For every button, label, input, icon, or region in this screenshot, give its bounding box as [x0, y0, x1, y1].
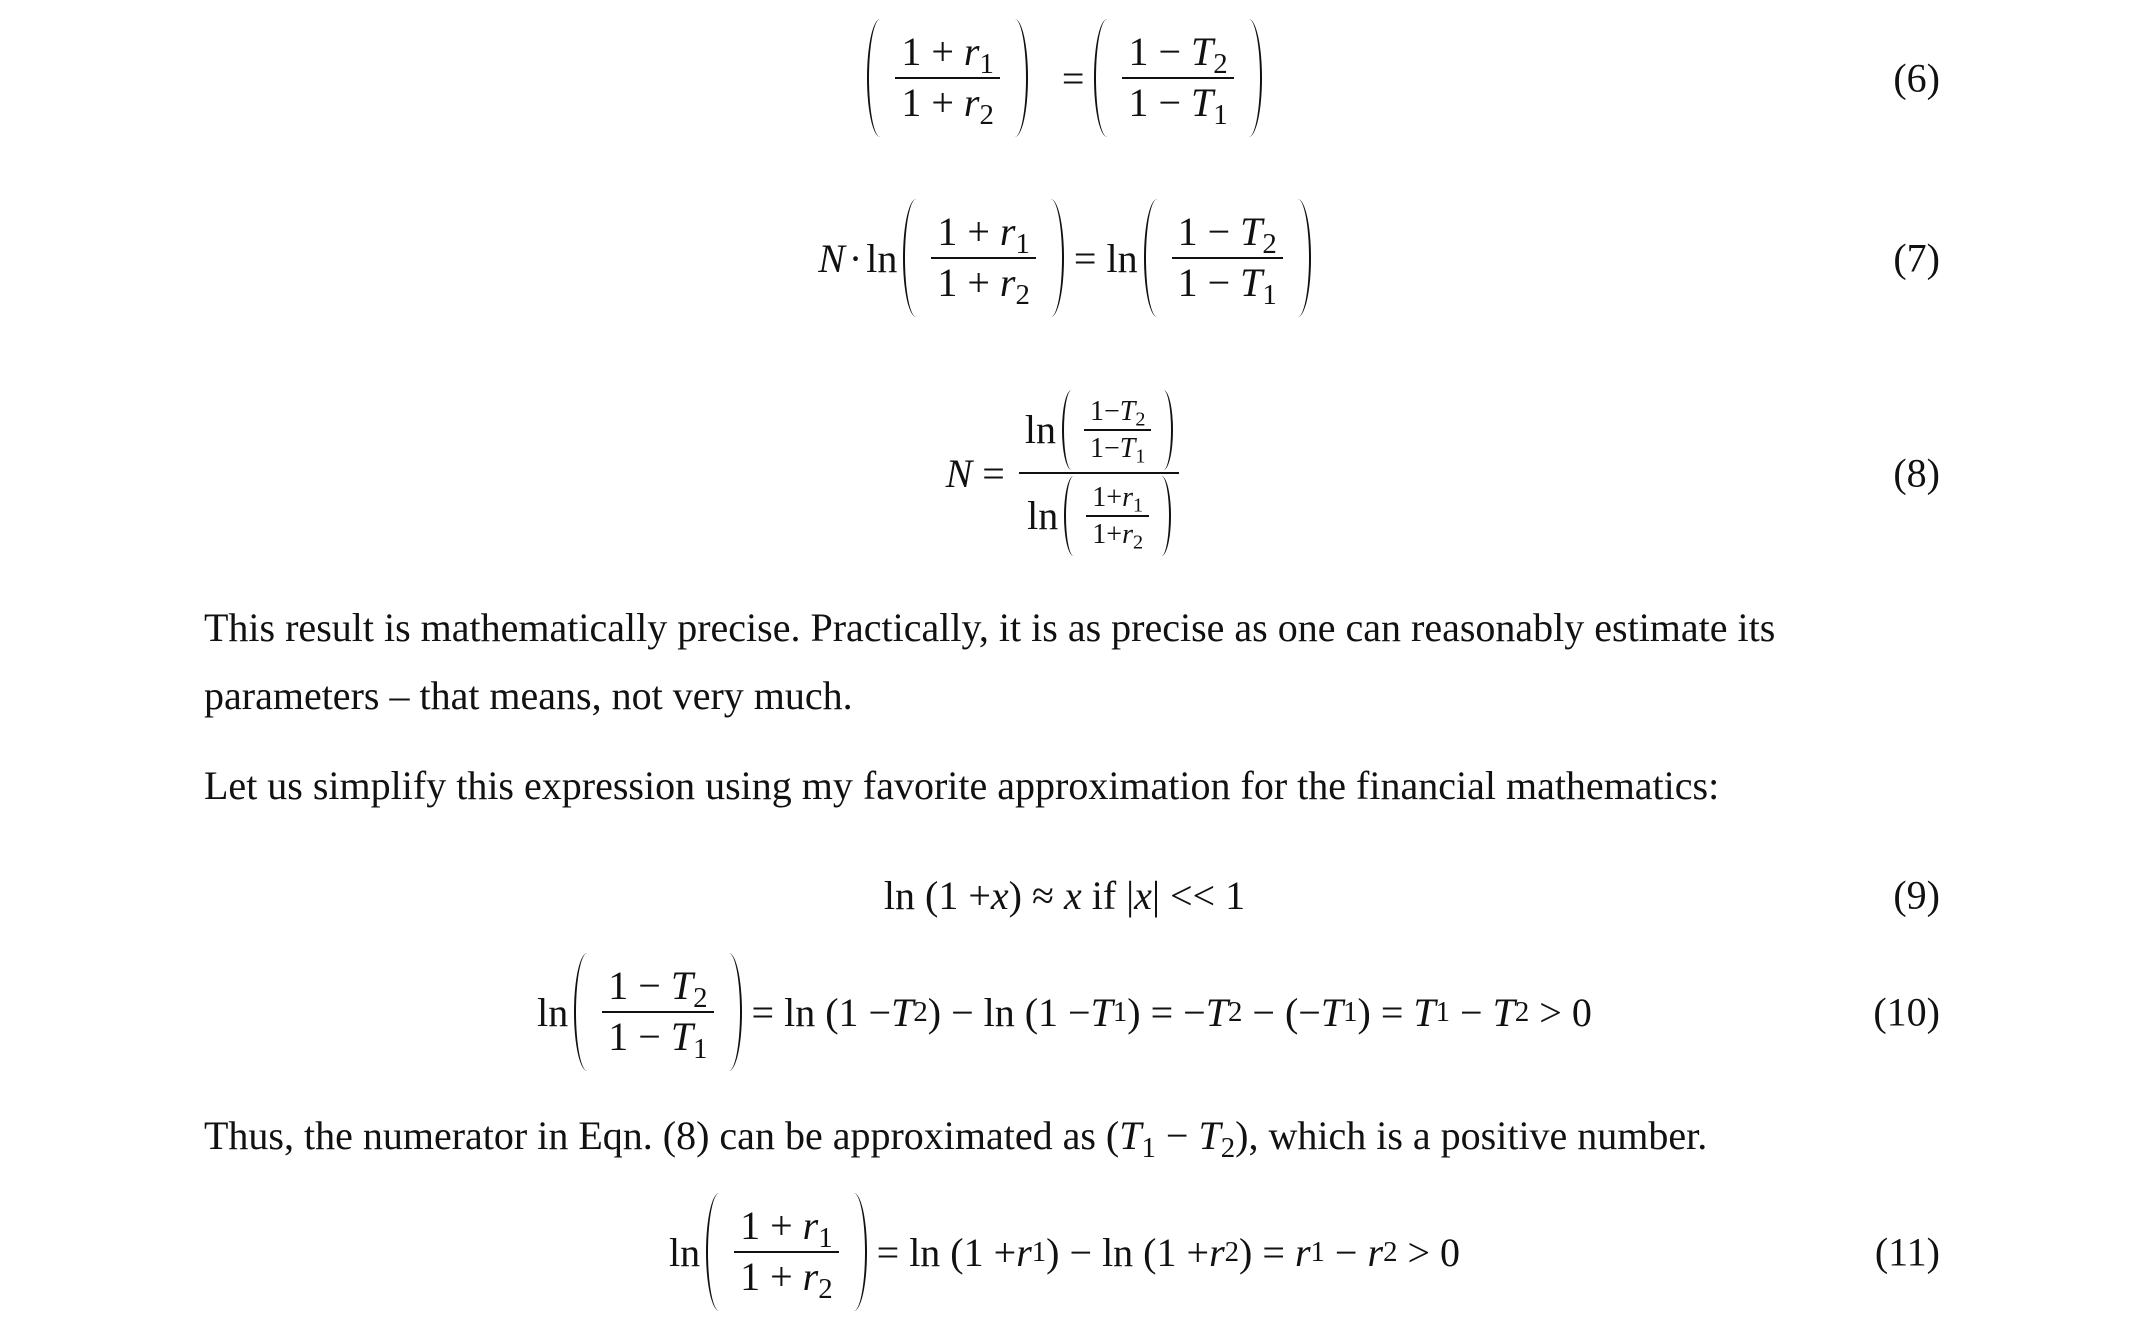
if-word: if — [1091, 872, 1117, 918]
paragraph-text: ), which is a positive number. — [1235, 1113, 1708, 1158]
equation-10: ln $\frac{1 - T_2}{1 - T_1}$ = ln (1 − T 2 ) − ln (1 − T 1 ) = − T 2 − (− T 1 ) = T 1 − T 2 > 0 (10) — [0, 952, 2129, 1072]
paragraph-result — [204, 594, 1944, 730]
equation-number: (8) — [1893, 450, 1940, 496]
equation-8: N = ln $\frac{1-T_2}{1-T_1}$ ln $\frac{1+r_1}{1+r_2}$ (8) — [0, 378, 2129, 568]
equation-number: (10) — [1873, 989, 1940, 1035]
equation-number: (6) — [1893, 55, 1940, 101]
equation-11: ln $\frac{1 + r_1}{1 + r_2}$ = ln (1 + r 1 ) − ln (1 + r 2 ) = r 1 − r 2 > 0 (11) — [0, 1192, 2129, 1312]
equation-number: (7) — [1893, 235, 1940, 281]
paragraph-line: This result is mathematically precise. Practically, it is as precise as one can reasonably estimate its — [204, 605, 1776, 650]
equation-6: $\frac{1 + r_1}{1 + r_2}$ = $\frac{1 - T_2}{1 - T_1}$ (6) — [0, 18, 2129, 138]
paragraph-numerator: Thus, the numerator in Eqn. (8) can be approximated as $(T_1 - T_2)$, which is a positive number. — [204, 1113, 1708, 1165]
paragraph-text: Thus, the numerator in Eqn. (8) can be approximated as ( — [204, 1113, 1120, 1158]
equation-number: (9) — [1893, 872, 1940, 918]
equation-number: (11) — [1874, 1229, 1940, 1275]
paragraph-line: parameters – that means, not very much. — [204, 673, 853, 718]
paragraph-approximation: Let us simplify this expression using my favorite approximation for the financial mathematics: — [204, 763, 1720, 808]
equation-9: ln (1 + x ) ≈ x if | x | << 1 (9) — [883, 872, 1940, 918]
equation-7: N · ln $\frac{1 + r_1}{1 + r_2}$ = ln $\frac{1 - T_2}{1 - T_1}$ (7) — [0, 198, 2129, 318]
